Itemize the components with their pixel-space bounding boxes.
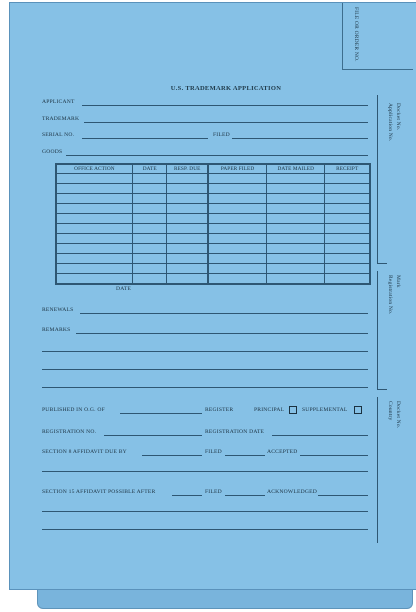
registration-date-label: REGISTRATION DATE (205, 429, 265, 435)
file-tab-label: FILE OR ORDER NO. (353, 7, 359, 62)
table-header-row (57, 165, 370, 174)
table-cell[interactable] (57, 174, 133, 184)
table-row (57, 224, 370, 234)
trademark-line[interactable] (84, 122, 368, 123)
sidebar-country: Country (387, 401, 393, 421)
sidebar-tick-1 (377, 263, 387, 264)
table-cell[interactable] (57, 214, 133, 224)
table-cell[interactable] (267, 244, 325, 254)
table-cell[interactable] (57, 184, 133, 194)
table-cell[interactable] (208, 274, 267, 284)
table-cell[interactable] (57, 204, 133, 214)
section8-filed-line[interactable] (225, 455, 265, 456)
table-cell[interactable] (325, 234, 370, 244)
table-row (57, 244, 370, 254)
principal-checkbox[interactable] (289, 406, 297, 414)
table-cell[interactable] (57, 274, 133, 284)
table-cell[interactable] (267, 214, 325, 224)
table-cell[interactable] (325, 274, 370, 284)
serial-no-label: SERIAL NO. (42, 132, 75, 138)
table-row (57, 254, 370, 264)
supplemental-label: SUPPLEMENTAL (302, 407, 348, 413)
table-cell[interactable] (325, 174, 370, 184)
section15-filed-line[interactable] (225, 495, 265, 496)
remarks-line-4[interactable] (42, 387, 368, 388)
principal-label: PRINCIPAL (254, 407, 285, 413)
table-body (57, 174, 370, 284)
table-cell[interactable] (267, 274, 325, 284)
remarks-line-3[interactable] (42, 369, 368, 370)
renewals-label: RENEWALS (42, 307, 74, 313)
table-cell[interactable] (167, 174, 208, 184)
sidebar-docket-no-2: Docket No. (395, 401, 401, 429)
office-action-table (56, 164, 370, 284)
sidebar-divider-2 (377, 271, 378, 389)
table-cell[interactable] (208, 254, 267, 264)
table-cell[interactable] (57, 264, 133, 274)
filed-label: FILED (213, 132, 230, 138)
section15-extra-line-1[interactable] (42, 511, 368, 512)
table-cell[interactable] (57, 194, 133, 204)
section8-filed-label: FILED (205, 449, 222, 455)
table-cell[interactable] (57, 244, 133, 254)
table-row (57, 274, 370, 284)
table-cell[interactable] (167, 264, 208, 274)
register-label: REGISTER (205, 407, 234, 413)
table-cell[interactable] (167, 184, 208, 194)
col-resp-due: RESP. DUE (167, 165, 208, 174)
sidebar-divider-3 (377, 397, 378, 543)
section15-filed-label: FILED (205, 489, 222, 495)
remarks-label: REMARKS (42, 327, 71, 333)
table-cell[interactable] (325, 264, 370, 274)
table-row (57, 184, 370, 194)
registration-no-label: REGISTRATION NO. (42, 429, 97, 435)
table-cell[interactable] (208, 244, 267, 254)
table-cell[interactable] (325, 254, 370, 264)
applicant-line[interactable] (82, 105, 368, 106)
table-cell[interactable] (208, 194, 267, 204)
goods-label: GOODS (42, 149, 63, 155)
table-cell[interactable] (325, 224, 370, 234)
table-cell[interactable] (208, 234, 267, 244)
table-row (57, 214, 370, 224)
table-cell[interactable] (167, 204, 208, 214)
table-cell[interactable] (267, 254, 325, 264)
table-cell[interactable] (132, 194, 167, 204)
table-cell[interactable] (267, 234, 325, 244)
table-cell[interactable] (167, 214, 208, 224)
published-line[interactable] (120, 413, 202, 414)
table-cell[interactable] (325, 204, 370, 214)
file-tab (342, 3, 413, 70)
table-cell[interactable] (167, 194, 208, 204)
table-cell[interactable] (132, 244, 167, 254)
table-cell[interactable] (325, 214, 370, 224)
col-date-mailed: DATE MAILED (267, 165, 325, 174)
table-cell[interactable] (57, 224, 133, 234)
table-cell[interactable] (325, 194, 370, 204)
table-cell[interactable] (267, 174, 325, 184)
table-cell[interactable] (132, 184, 167, 194)
table-cell[interactable] (208, 264, 267, 274)
accepted-line[interactable] (300, 455, 368, 456)
table-cell[interactable] (132, 254, 167, 264)
sidebar-application-no: Application No. (387, 103, 393, 142)
table-cell[interactable] (208, 204, 267, 214)
trademark-label: TRADEMARK (42, 116, 80, 122)
table-row (57, 204, 370, 214)
table-cell[interactable] (132, 264, 167, 274)
col-receipt: RECEIPT (325, 165, 370, 174)
table-cell[interactable] (267, 204, 325, 214)
table-cell[interactable] (132, 274, 167, 284)
folder-front (9, 2, 416, 590)
acknowledged-line[interactable] (318, 495, 368, 496)
section15-extra-line-2[interactable] (42, 529, 368, 530)
section15-label: SECTION 15 AFFIDAVIT POSSIBLE AFTER (42, 489, 156, 495)
remarks-line-1[interactable] (76, 333, 368, 334)
serial-no-line[interactable] (82, 138, 208, 139)
table-cell[interactable] (208, 224, 267, 234)
section8-line[interactable] (142, 455, 202, 456)
section15-line[interactable] (172, 495, 202, 496)
table-cell[interactable] (132, 214, 167, 224)
applicant-label: APPLICANT (42, 99, 75, 105)
table-cell[interactable] (57, 234, 133, 244)
table-cell[interactable] (132, 224, 167, 234)
section8-label: SECTION 8 AFFIDAVIT DUE BY (42, 449, 127, 455)
sidebar-registration-no: Registration No. (387, 275, 393, 315)
table-cell[interactable] (325, 184, 370, 194)
sidebar-mark: Mark (395, 275, 401, 288)
table-cell[interactable] (267, 264, 325, 274)
date-label: DATE (116, 286, 132, 292)
table-row (57, 194, 370, 204)
table-row (57, 264, 370, 274)
table-cell[interactable] (267, 224, 325, 234)
table-cell[interactable] (57, 254, 133, 264)
published-label: PUBLISHED IN O.G. OF (42, 407, 105, 413)
table-cell[interactable] (167, 234, 208, 244)
registration-date-line[interactable] (272, 435, 368, 436)
filed-line[interactable] (232, 138, 368, 139)
table-cell[interactable] (167, 274, 208, 284)
table-cell[interactable] (267, 184, 325, 194)
col-paper-filed: PAPER FILED (208, 165, 267, 174)
renewals-line[interactable] (80, 313, 368, 314)
table-row (57, 174, 370, 184)
sidebar-docket-no-1: Docket No. (395, 103, 401, 131)
acknowledged-label: ACKNOWLEDGED (267, 489, 317, 495)
section8-extra-line[interactable] (42, 471, 368, 472)
table-cell[interactable] (167, 254, 208, 264)
table-cell[interactable] (325, 244, 370, 254)
table-cell[interactable] (167, 224, 208, 234)
table-cell[interactable] (132, 204, 167, 214)
goods-line[interactable] (66, 155, 368, 156)
table-row (57, 234, 370, 244)
registration-no-line[interactable] (104, 435, 202, 436)
accepted-label: ACCEPTED (267, 449, 298, 455)
table-cell[interactable] (167, 244, 208, 254)
sidebar-tick-2 (377, 389, 387, 390)
supplemental-checkbox[interactable] (354, 406, 362, 414)
sidebar-divider-1 (377, 95, 378, 263)
table-cell[interactable] (208, 174, 267, 184)
table-cell[interactable] (267, 194, 325, 204)
form-title: U.S. TRADEMARK APPLICATION (170, 85, 282, 92)
table-cell[interactable] (132, 234, 167, 244)
remarks-line-2[interactable] (42, 351, 368, 352)
col-date: DATE (132, 165, 167, 174)
table-cell[interactable] (208, 214, 267, 224)
table-cell[interactable] (132, 174, 167, 184)
col-office-action: OFFICE ACTION (57, 165, 133, 174)
trademark-folder (7, 2, 411, 604)
table-cell[interactable] (208, 184, 267, 194)
